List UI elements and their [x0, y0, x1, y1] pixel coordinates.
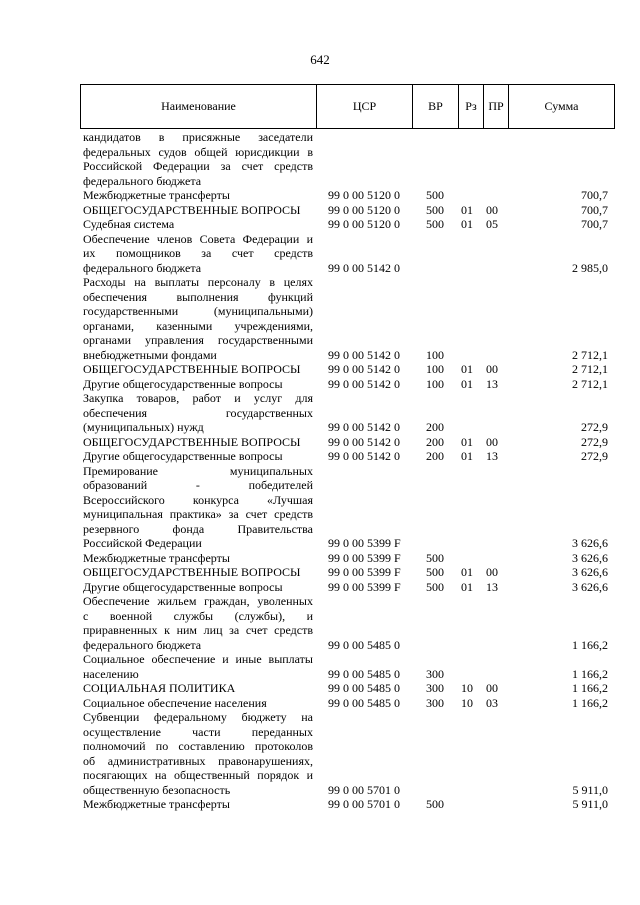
row-name	[83, 551, 313, 566]
row-rz: 10	[461, 681, 473, 695]
row-pr: 00	[486, 362, 498, 376]
row-sum: 700,7	[581, 202, 608, 217]
header-rz: Рз	[458, 85, 483, 128]
row-name	[83, 464, 313, 551]
row-vr: 100	[426, 376, 444, 391]
row-pr: 03	[486, 695, 498, 710]
row-rz: 01	[461, 434, 473, 449]
row-name-line: Межбюджетные трансферты	[83, 797, 230, 811]
table-row	[0, 377, 640, 392]
table-row	[0, 217, 640, 232]
row-name-line: Судебная система	[83, 217, 175, 231]
row-csr: 99 0 00 5485 0	[328, 637, 400, 652]
table-row	[0, 232, 640, 276]
header-name: Наименование	[161, 99, 236, 113]
row-name-line: образований - победителей	[83, 478, 313, 492]
header-csr: ЦСР	[316, 85, 412, 128]
row-sum: 1 166,2	[572, 695, 608, 710]
row-sum: 700,7	[581, 217, 608, 231]
row-name-line: с военной службы (службы), и	[83, 608, 313, 623]
row-name-line: (муниципальных) нужд	[83, 420, 204, 434]
table-row	[0, 203, 640, 218]
row-name-line: Российской Федерации	[83, 536, 202, 550]
row-csr: 99 0 00 5142 0	[328, 347, 400, 362]
row-name-line: Социальное обеспечение населения	[83, 695, 267, 710]
row-csr: 99 0 00 5142 0	[328, 434, 400, 449]
row-name-line: ОБЩЕГОСУДАРСТВЕННЫЕ ВОПРОСЫ	[83, 362, 301, 376]
row-name-line: общественную безопасность	[83, 782, 231, 797]
row-name-line: муниципальная практика» за счет средств	[83, 507, 313, 521]
row-name	[83, 696, 313, 711]
row-sum: 3 626,6	[572, 536, 608, 550]
row-name	[83, 217, 313, 232]
row-name	[83, 232, 313, 276]
row-vr: 500	[426, 202, 444, 217]
row-name-line: Межбюджетные трансферты	[83, 188, 230, 202]
row-name	[83, 275, 313, 362]
row-sum: 1 166,2	[572, 681, 608, 695]
row-vr: 500	[426, 550, 444, 565]
row-name-line: федерального бюджета	[83, 260, 202, 275]
row-vr: 500	[426, 217, 444, 231]
row-pr: 00	[486, 681, 498, 695]
row-sum: 1 166,2	[572, 666, 608, 681]
row-name-line: осуществление части переданных	[83, 724, 313, 739]
row-vr: 200	[426, 449, 444, 463]
row-vr: 300	[426, 666, 444, 681]
row-pr: 00	[486, 565, 498, 579]
row-csr: 99 0 00 5701 0	[328, 797, 400, 811]
row-csr: 99 0 00 5399 F	[328, 550, 401, 565]
row-csr: 99 0 00 5142 0	[328, 260, 400, 275]
table-row	[0, 681, 640, 696]
table-body	[0, 130, 640, 812]
table-row	[0, 696, 640, 711]
row-name-line: ОБЩЕГОСУДАРСТВЕННЫЕ ВОПРОСЫ	[83, 434, 301, 449]
row-name-line: Всероссийского конкурса «Лучшая	[83, 492, 313, 507]
page-number: 642	[310, 52, 330, 67]
row-rz: 01	[461, 449, 473, 463]
row-name	[83, 377, 313, 392]
row-vr: 500	[426, 565, 444, 579]
row-sum: 3 626,6	[572, 565, 608, 579]
row-vr: 300	[426, 695, 444, 710]
row-name-line: Обеспечение членов Совета Федерации и	[83, 231, 313, 246]
row-name	[83, 188, 313, 203]
row-name-line: обеспечения выполнения функций	[83, 289, 313, 304]
row-vr: 200	[426, 420, 444, 434]
row-sum: 1 166,2	[572, 637, 608, 652]
row-name	[83, 652, 313, 681]
table-row	[0, 362, 640, 377]
row-name-line: внебюджетными фондами	[83, 347, 217, 362]
row-name	[83, 594, 313, 652]
row-name-line: ОБЩЕГОСУДАРСТВЕННЫЕ ВОПРОСЫ	[83, 565, 301, 579]
row-name-line: Расходы на выплаты персоналу в целях	[83, 275, 313, 289]
row-name-line: кандидатов в присяжные заседатели	[83, 130, 313, 144]
row-sum: 5 911,0	[572, 797, 608, 811]
row-csr: 99 0 00 5142 0	[328, 449, 400, 463]
row-name	[83, 203, 313, 218]
row-name-line: ОБЩЕГОСУДАРСТВЕННЫЕ ВОПРОСЫ	[83, 202, 301, 217]
row-rz: 01	[461, 376, 473, 391]
row-name	[83, 710, 313, 797]
row-name	[83, 565, 313, 580]
row-csr: 99 0 00 5142 0	[328, 420, 400, 434]
row-rz: 10	[461, 695, 473, 710]
table-row	[0, 580, 640, 595]
row-rz: 01	[461, 217, 473, 231]
table-row	[0, 710, 640, 797]
row-vr: 100	[426, 347, 444, 362]
row-sum: 2 712,1	[572, 347, 608, 362]
table-row	[0, 797, 640, 812]
table-row	[0, 435, 640, 450]
row-name-line: обеспечения государственных	[83, 405, 313, 420]
row-name	[83, 449, 313, 464]
table-row	[0, 551, 640, 566]
table-row	[0, 188, 640, 203]
table-row	[0, 464, 640, 551]
row-sum: 3 626,6	[572, 579, 608, 594]
row-csr: 99 0 00 5701 0	[328, 782, 400, 797]
row-name-line: об административных правонарушениях,	[83, 753, 313, 768]
row-csr: 99 0 00 5399 F	[328, 536, 401, 550]
row-pr: 13	[486, 449, 498, 463]
row-pr: 00	[486, 202, 498, 217]
row-name-line: федерального бюджета	[83, 173, 202, 188]
table-row	[0, 275, 640, 362]
row-csr: 99 0 00 5485 0	[328, 681, 400, 695]
row-vr: 500	[426, 188, 444, 202]
row-csr: 99 0 00 5120 0	[328, 188, 400, 202]
row-name-line: органами, казенными учреждениями,	[83, 318, 313, 333]
row-name-line: их помощников за счет средств	[83, 246, 313, 260]
row-csr: 99 0 00 5120 0	[328, 202, 400, 217]
row-name-line: Другие общегосударственные вопросы	[83, 579, 283, 594]
row-name	[83, 435, 313, 450]
row-rz: 01	[461, 579, 473, 594]
row-csr: 99 0 00 5485 0	[328, 695, 400, 710]
row-name-line: органами управления государственными	[83, 333, 313, 347]
row-name-line: населению	[83, 666, 139, 681]
row-name-line: Обеспечение жильем граждан, уволенных	[83, 594, 313, 608]
row-name-line: Премирование муниципальных	[83, 463, 313, 478]
row-csr: 99 0 00 5399 F	[328, 579, 401, 594]
row-name-line: Закупка товаров, работ и услуг для	[83, 391, 313, 405]
row-sum: 2 985,0	[572, 260, 608, 275]
table-row	[0, 391, 640, 435]
row-csr: 99 0 00 5142 0	[328, 376, 400, 391]
row-csr: 99 0 00 5485 0	[328, 666, 400, 681]
row-name	[83, 797, 313, 812]
row-sum: 3 626,6	[572, 550, 608, 565]
row-name-line: СОЦИАЛЬНАЯ ПОЛИТИКА	[83, 681, 236, 695]
row-name-line: Социальное обеспечение и иные выплаты	[83, 652, 313, 666]
row-name-line: посягающих на общественный порядок и	[83, 768, 313, 782]
row-sum: 272,9	[581, 420, 608, 434]
row-name-line: полномочий по составлению протоколов	[83, 739, 313, 753]
row-sum: 2 712,1	[572, 362, 608, 376]
row-name-line: приравненных к ним лиц за счет средств	[83, 623, 313, 637]
row-pr: 13	[486, 376, 498, 391]
table-row	[0, 565, 640, 580]
table-row	[0, 449, 640, 464]
header-sum: Сумма	[508, 85, 614, 128]
row-pr: 05	[486, 217, 498, 231]
row-name	[83, 391, 313, 435]
row-vr: 500	[426, 579, 444, 594]
row-name-line: Субвенции федеральному бюджету на	[83, 710, 313, 724]
row-name	[83, 681, 313, 696]
row-vr: 300	[426, 681, 444, 695]
row-csr: 99 0 00 5142 0	[328, 362, 400, 376]
row-rz: 01	[461, 362, 473, 376]
row-vr: 500	[426, 797, 444, 811]
row-sum: 272,9	[581, 449, 608, 463]
row-vr: 200	[426, 434, 444, 449]
row-sum: 2 712,1	[572, 376, 608, 391]
header-pr: ПР	[483, 85, 508, 128]
row-name-line: Российской Федерации за счет средств	[83, 159, 313, 173]
row-rz: 01	[461, 202, 473, 217]
row-rz: 01	[461, 565, 473, 579]
table-row	[0, 652, 640, 681]
row-pr: 13	[486, 579, 498, 594]
row-csr: 99 0 00 5399 F	[328, 565, 401, 579]
row-pr: 00	[486, 434, 498, 449]
row-name-line: резервного фонда Правительства	[83, 521, 313, 536]
row-name	[83, 580, 313, 595]
row-name-line: Другие общегосударственные вопросы	[83, 376, 283, 391]
row-name-line: федеральных судов общей юрисдикции в	[83, 144, 313, 159]
row-vr: 100	[426, 362, 444, 376]
row-name	[83, 362, 313, 377]
row-sum: 700,7	[581, 188, 608, 202]
row-sum: 272,9	[581, 434, 608, 449]
row-name-line: государственными (муниципальными)	[83, 304, 313, 318]
row-sum: 5 911,0	[572, 782, 608, 797]
row-name-line: Другие общегосударственные вопросы	[83, 449, 283, 463]
row-csr: 99 0 00 5120 0	[328, 217, 400, 231]
row-name-line: федерального бюджета	[83, 637, 202, 652]
table-row	[0, 594, 640, 652]
row-name	[83, 130, 313, 188]
row-name-line: Межбюджетные трансферты	[83, 550, 230, 565]
table-row	[0, 130, 640, 188]
header-vr: ВР	[412, 85, 458, 128]
table-header	[80, 84, 615, 129]
